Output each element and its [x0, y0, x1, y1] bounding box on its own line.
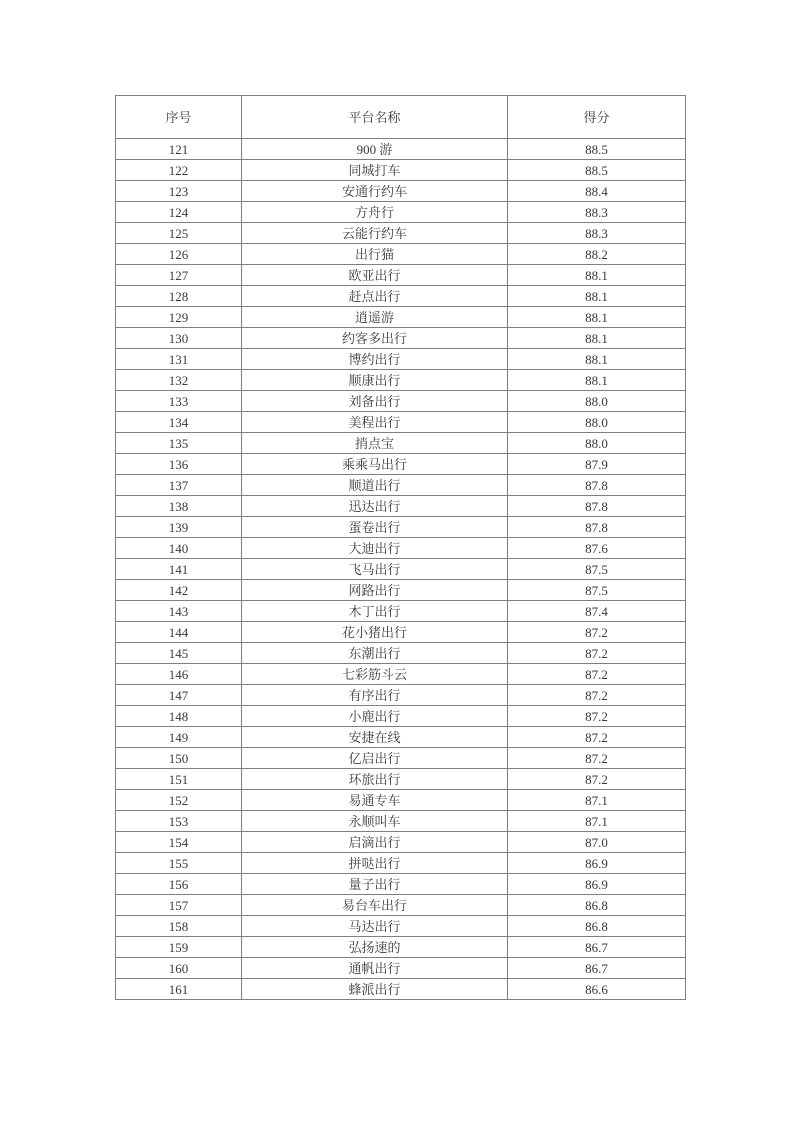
- row-index-cell: 141: [116, 559, 242, 580]
- row-index-cell: 131: [116, 349, 242, 370]
- platform-name-cell: 网路出行: [242, 580, 508, 601]
- table-row: [116, 412, 686, 433]
- row-index-cell: 128: [116, 286, 242, 307]
- row-index-cell: 126: [116, 244, 242, 265]
- table-row: [116, 622, 686, 643]
- table-row: [116, 937, 686, 958]
- table-row: [116, 433, 686, 454]
- score-cell: 88.3: [508, 223, 686, 244]
- table-row: [116, 895, 686, 916]
- platform-name-cell: 方舟行: [242, 202, 508, 223]
- table-row: [116, 811, 686, 832]
- table-row: [116, 265, 686, 286]
- score-cell: 87.5: [508, 559, 686, 580]
- score-cell: 86.7: [508, 958, 686, 979]
- table-row: [116, 307, 686, 328]
- score-cell: 88.4: [508, 181, 686, 202]
- row-index-cell: 152: [116, 790, 242, 811]
- score-cell: 86.8: [508, 916, 686, 937]
- platform-name-cell: 安通行约车: [242, 181, 508, 202]
- score-cell: 88.1: [508, 328, 686, 349]
- platform-name-cell: 同城打车: [242, 160, 508, 181]
- platform-name-cell: 有序出行: [242, 685, 508, 706]
- table-row: [116, 790, 686, 811]
- table-row: [116, 223, 686, 244]
- row-index-cell: 160: [116, 958, 242, 979]
- platform-name-cell: 安捷在线: [242, 727, 508, 748]
- row-index-cell: 153: [116, 811, 242, 832]
- score-cell: 86.8: [508, 895, 686, 916]
- table-body: [116, 139, 686, 1000]
- platform-name-cell: 顺康出行: [242, 370, 508, 391]
- platform-name-cell: 拼哒出行: [242, 853, 508, 874]
- table-row: [116, 979, 686, 1000]
- score-cell: 87.2: [508, 706, 686, 727]
- row-index-cell: 136: [116, 454, 242, 475]
- platform-name-cell: 博约出行: [242, 349, 508, 370]
- score-cell: 88.0: [508, 391, 686, 412]
- score-cell: 87.2: [508, 622, 686, 643]
- row-index-cell: 143: [116, 601, 242, 622]
- row-index-cell: 161: [116, 979, 242, 1000]
- platform-name-cell: 量子出行: [242, 874, 508, 895]
- platform-name-cell: 易台车出行: [242, 895, 508, 916]
- score-cell: 88.5: [508, 160, 686, 181]
- row-index-cell: 134: [116, 412, 242, 433]
- row-index-cell: 159: [116, 937, 242, 958]
- table-row: [116, 202, 686, 223]
- row-index-cell: 135: [116, 433, 242, 454]
- table-row: [116, 328, 686, 349]
- score-cell: 86.9: [508, 853, 686, 874]
- score-cell: 87.8: [508, 517, 686, 538]
- platform-name-cell: 七彩筋斗云: [242, 664, 508, 685]
- row-index-cell: 130: [116, 328, 242, 349]
- score-cell: 87.8: [508, 475, 686, 496]
- table-row: [116, 748, 686, 769]
- score-cell: 87.1: [508, 811, 686, 832]
- table-row: [116, 958, 686, 979]
- platform-name-cell: 大迪出行: [242, 538, 508, 559]
- row-index-cell: 150: [116, 748, 242, 769]
- row-index-cell: 137: [116, 475, 242, 496]
- row-index-cell: 154: [116, 832, 242, 853]
- row-index-cell: 124: [116, 202, 242, 223]
- score-cell: 86.7: [508, 937, 686, 958]
- row-index-cell: 138: [116, 496, 242, 517]
- platform-name-cell: 900 游: [242, 139, 508, 160]
- platform-name-cell: 亿启出行: [242, 748, 508, 769]
- platform-name-cell: 欧亚出行: [242, 265, 508, 286]
- score-cell: 87.2: [508, 769, 686, 790]
- table-row: [116, 286, 686, 307]
- platform-name-cell: 马达出行: [242, 916, 508, 937]
- table-row: [116, 832, 686, 853]
- table-row: [116, 874, 686, 895]
- row-index-cell: 129: [116, 307, 242, 328]
- row-index-cell: 133: [116, 391, 242, 412]
- row-index-cell: 142: [116, 580, 242, 601]
- table-row: [116, 139, 686, 160]
- score-cell: 88.0: [508, 412, 686, 433]
- table-row: [116, 475, 686, 496]
- score-cell: 88.2: [508, 244, 686, 265]
- row-index-cell: 158: [116, 916, 242, 937]
- table-row: [116, 244, 686, 265]
- score-cell: 87.2: [508, 664, 686, 685]
- platform-name-cell: 美程出行: [242, 412, 508, 433]
- table-row: [116, 370, 686, 391]
- row-index-cell: 147: [116, 685, 242, 706]
- platform-name-cell: 约客多出行: [242, 328, 508, 349]
- score-cell: 87.8: [508, 496, 686, 517]
- table-row: [116, 580, 686, 601]
- platform-name-cell: 永顺叫车: [242, 811, 508, 832]
- score-cell: 87.2: [508, 643, 686, 664]
- table-row: [116, 559, 686, 580]
- table-row: [116, 454, 686, 475]
- table-row: [116, 643, 686, 664]
- row-index-cell: 132: [116, 370, 242, 391]
- table-row: [116, 601, 686, 622]
- score-cell: 87.4: [508, 601, 686, 622]
- table-row: [116, 769, 686, 790]
- platform-name-cell: 蛋卷出行: [242, 517, 508, 538]
- column-header-platform: 平台名称: [242, 96, 508, 139]
- platform-name-cell: 花小猪出行: [242, 622, 508, 643]
- score-cell: 87.1: [508, 790, 686, 811]
- platform-name-cell: 东潮出行: [242, 643, 508, 664]
- table-header-row: [116, 96, 686, 139]
- row-index-cell: 127: [116, 265, 242, 286]
- platform-name-cell: 通帆出行: [242, 958, 508, 979]
- platform-name-cell: 云能行约车: [242, 223, 508, 244]
- score-cell: 88.1: [508, 265, 686, 286]
- row-index-cell: 121: [116, 139, 242, 160]
- row-index-cell: 140: [116, 538, 242, 559]
- platform-name-cell: 出行猫: [242, 244, 508, 265]
- row-index-cell: 122: [116, 160, 242, 181]
- row-index-cell: 145: [116, 643, 242, 664]
- platform-name-cell: 捎点宝: [242, 433, 508, 454]
- platform-name-cell: 启滴出行: [242, 832, 508, 853]
- table-row: [116, 706, 686, 727]
- score-cell: 87.0: [508, 832, 686, 853]
- score-cell: 86.6: [508, 979, 686, 1000]
- table-row: [116, 496, 686, 517]
- column-header-score: 得分: [508, 96, 686, 139]
- score-cell: 88.0: [508, 433, 686, 454]
- table-row: [116, 727, 686, 748]
- row-index-cell: 156: [116, 874, 242, 895]
- platform-name-cell: 蜂派出行: [242, 979, 508, 1000]
- platform-name-cell: 刘备出行: [242, 391, 508, 412]
- table-row: [116, 181, 686, 202]
- score-cell: 86.9: [508, 874, 686, 895]
- row-index-cell: 125: [116, 223, 242, 244]
- score-cell: 87.2: [508, 748, 686, 769]
- score-cell: 88.1: [508, 307, 686, 328]
- score-cell: 87.9: [508, 454, 686, 475]
- score-cell: 87.2: [508, 727, 686, 748]
- score-cell: 87.6: [508, 538, 686, 559]
- row-index-cell: 149: [116, 727, 242, 748]
- row-index-cell: 157: [116, 895, 242, 916]
- score-cell: 88.1: [508, 286, 686, 307]
- score-cell: 88.1: [508, 349, 686, 370]
- platform-score-table: [115, 95, 686, 1000]
- platform-name-cell: 迅达出行: [242, 496, 508, 517]
- row-index-cell: 155: [116, 853, 242, 874]
- score-cell: 87.2: [508, 685, 686, 706]
- row-index-cell: 146: [116, 664, 242, 685]
- platform-name-cell: 木丁出行: [242, 601, 508, 622]
- table-row: [116, 664, 686, 685]
- row-index-cell: 151: [116, 769, 242, 790]
- platform-name-cell: 逍遥游: [242, 307, 508, 328]
- score-cell: 87.5: [508, 580, 686, 601]
- row-index-cell: 139: [116, 517, 242, 538]
- platform-name-cell: 赶点出行: [242, 286, 508, 307]
- score-cell: 88.1: [508, 370, 686, 391]
- table-row: [116, 160, 686, 181]
- table-row: [116, 853, 686, 874]
- platform-name-cell: 乘乘马出行: [242, 454, 508, 475]
- table-row: [116, 685, 686, 706]
- platform-name-cell: 小鹿出行: [242, 706, 508, 727]
- score-cell: 88.5: [508, 139, 686, 160]
- platform-name-cell: 易通专车: [242, 790, 508, 811]
- row-index-cell: 144: [116, 622, 242, 643]
- row-index-cell: 123: [116, 181, 242, 202]
- table-row: [116, 916, 686, 937]
- table-row: [116, 349, 686, 370]
- table-row: [116, 391, 686, 412]
- table-row: [116, 517, 686, 538]
- table-row: [116, 538, 686, 559]
- row-index-cell: 148: [116, 706, 242, 727]
- platform-name-cell: 顺道出行: [242, 475, 508, 496]
- platform-name-cell: 飞马出行: [242, 559, 508, 580]
- platform-name-cell: 弘扬速的: [242, 937, 508, 958]
- score-cell: 88.3: [508, 202, 686, 223]
- platform-name-cell: 环旅出行: [242, 769, 508, 790]
- column-header-index: 序号: [116, 96, 242, 139]
